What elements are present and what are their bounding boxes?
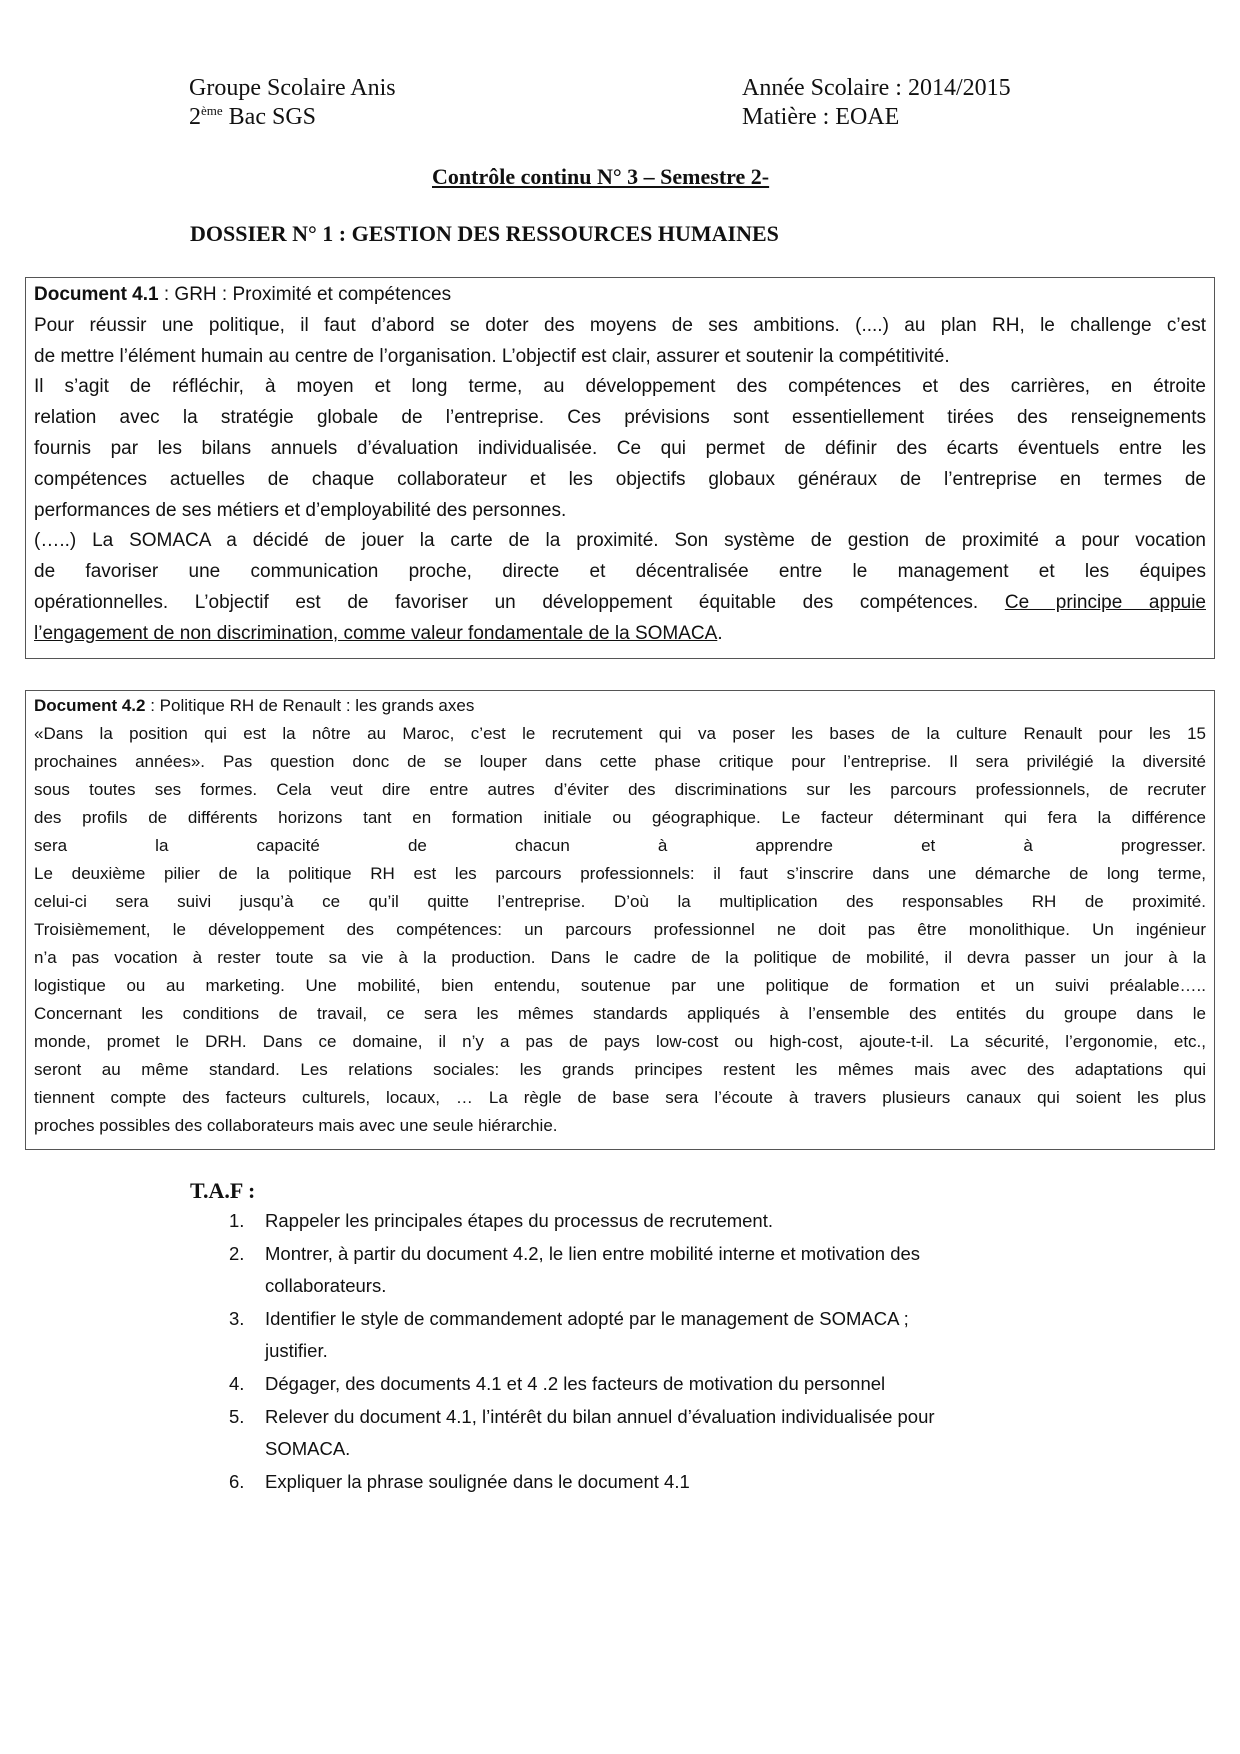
task-text: Dégager, des documents 4.1 et 4 .2 les facteurs de motivation du personnel (265, 1373, 886, 1394)
task-text: justifier. (265, 1340, 328, 1362)
document-4-1 (25, 277, 1215, 659)
text-line: celui-ci sera suivi jusqu’à ce qu’il quitte l’entreprise. D’où la multiplication des responsables RH de proximité. (34, 892, 1206, 911)
text-line: seront au même standard. Les relations sociales: les grands principes restent les mêmes mais avec des adaptations qui (34, 1060, 1206, 1079)
text-line: n’a pas vocation à rester toute sa vie à la production. Dans le cadre de la politique de mobilité, il devra passer un jour à la (34, 948, 1206, 967)
text-line: compétences actuelles de chaque collaborateur et les objectifs globaux généraux de l’entreprise en termes de (34, 468, 1206, 490)
document-subtitle: : Politique RH de Renault : les grands axes (145, 696, 475, 715)
taf-heading: T.A.F : (190, 1178, 256, 1203)
task-item-continuation (229, 1270, 386, 1303)
task-number: 4. (229, 1373, 245, 1394)
document-title (34, 280, 1206, 311)
text-line: Pour réussir une politique, il faut d’abord se doter des moyens de ses ambitions. (....) au plan RH, le challenge c’est (34, 314, 1206, 336)
task-item (229, 1303, 909, 1336)
task-number: 2. (229, 1242, 245, 1264)
underlined-sentence: l’engagement de non discrimination, comme valeur fondamentale de la SOMACA (34, 622, 718, 644)
class-sup: ème (201, 103, 223, 118)
subject: Matière : EOAE (742, 104, 900, 130)
text-line: prochaines années». Pas question donc de se louper dans cette phase critique pour l’entreprise. Il sera privilégié la diversité (34, 752, 1206, 771)
text-line: sera la capacité de chacun à apprendre et à progresser. (34, 836, 1206, 855)
dossier-title: DOSSIER N° 1 : GESTION DES RESSOURCES HUMAINES (190, 221, 779, 246)
task-text: SOMACA. (265, 1438, 351, 1460)
task-item (229, 1401, 935, 1434)
class-level (189, 103, 316, 131)
task-text: Identifier le style de commandement adopté par le management de SOMACA ; (265, 1307, 909, 1329)
text-line: (…..) La SOMACA a décidé de jouer la carte de la proximité. Son système de gestion de proximité a pour vocation (34, 530, 1206, 552)
task-item (229, 1466, 690, 1499)
task-item (229, 1238, 920, 1271)
class-name: Bac SGS (222, 104, 316, 130)
school-year: Année Scolaire : 2014/2015 (742, 75, 1011, 101)
text-line: tiennent compte des facteurs culturels, locaux, … La règle de base sera l’écoute à travers plusieurs canaux qui soient les plus (34, 1088, 1206, 1107)
text-segment: . (717, 622, 723, 644)
task-number: 5. (229, 1405, 245, 1427)
text-line: Concernant les conditions de travail, ce sera les mêmes standards appliqués à l’ensemble des entités du groupe dans le (34, 1004, 1206, 1023)
task-text: Expliquer la phrase soulignée dans le document 4.1 (265, 1470, 690, 1492)
text-line: proches possibles des collaborateurs mais avec une seule hiérarchie. (34, 1116, 558, 1135)
text-line: monde, promet le DRH. Dans ce domaine, il n’y a pas de pays low-cost ou high-cost, ajoute-t-il. La sécurité, l’ergonomie, etc., (34, 1032, 1206, 1051)
text-line: Troisièmement, le développement des compétences: un parcours professionnel ne doit pas être monolithique. Un ingénieur (34, 920, 1206, 939)
exam-title: Contrôle continu N° 3 – Semestre 2- (432, 164, 770, 189)
text-line: fournis par les bilans annuels d’évaluation individualisée. Ce qui permet de définir des écarts éventuels entre les (34, 437, 1206, 459)
underlined-sentence: Ce principe appuie (1004, 591, 1206, 613)
task-number: 6. (229, 1470, 245, 1492)
task-text: Montrer, à partir du document 4.2, le lien entre mobilité interne et motivation des (265, 1242, 921, 1264)
document-label: Document 4.2 (34, 696, 146, 715)
text-line (34, 588, 1206, 619)
text-line: performances de ses métiers et d’employabilité des personnes. (34, 499, 567, 521)
document-4-2 (25, 690, 1215, 1150)
task-item-continuation (229, 1335, 328, 1368)
document-title (34, 692, 1206, 720)
text-line: de mettre l’élément humain au centre de l’organisation. L’objectif est clair, assurer et soutenir la compétitivité. (34, 345, 950, 367)
text-line: sous toutes ses formes. Cela veut dire entre autres d’éviter des discriminations sur les parcours professionnels, de recruter (34, 780, 1206, 799)
task-text: Relever du document 4.1, l’intérêt du bilan annuel d’évaluation individualisée pour (265, 1405, 935, 1427)
school-name: Groupe Scolaire Anis (189, 75, 396, 101)
task-number: 1. (229, 1210, 245, 1231)
document-subtitle: : GRH : Proximité et compétences (158, 284, 452, 305)
task-number: 3. (229, 1307, 245, 1329)
text-line: «Dans la position qui est la nôtre au Maroc, c’est le recrutement qui va poser les bases de la culture Renault pour les 15 (34, 724, 1206, 743)
text-line (34, 619, 1206, 650)
text-line: Le deuxième pilier de la politique RH est les parcours professionnels: il faut s’inscrire dans une démarche de long terme, (34, 864, 1206, 883)
text-line: Il s’agit de réfléchir, à moyen et long terme, au développement des compétences et des carrières, en étroite (34, 376, 1206, 398)
text-line: logistique ou au marketing. Une mobilité, bien entendu, soutenue par une politique de formation et un suivi préalable….. (34, 976, 1206, 995)
document-label: Document 4.1 (34, 284, 159, 305)
text-segment: opérationnelles. L’objectif est de favoriser un développement équitable des compétences. (34, 591, 1005, 613)
class-num: 2 (189, 104, 201, 130)
text-line: des profils de différents horizons tant en formation initiale ou géographique. Le facteur déterminant qui fera la différence (34, 808, 1206, 827)
task-text: collaborateurs. (265, 1275, 387, 1297)
task-item (229, 1205, 773, 1238)
text-line: relation avec la stratégie globale de l’entreprise. Ces prévisions sont essentiellement tirées des renseignements (34, 407, 1206, 429)
text-line: de favoriser une communication proche, directe et décentralisée entre le management et les équipes (34, 561, 1206, 583)
task-text: Rappeler les principales étapes du processus de recrutement. (265, 1210, 774, 1231)
task-item (229, 1368, 885, 1401)
task-item-continuation (229, 1433, 350, 1466)
